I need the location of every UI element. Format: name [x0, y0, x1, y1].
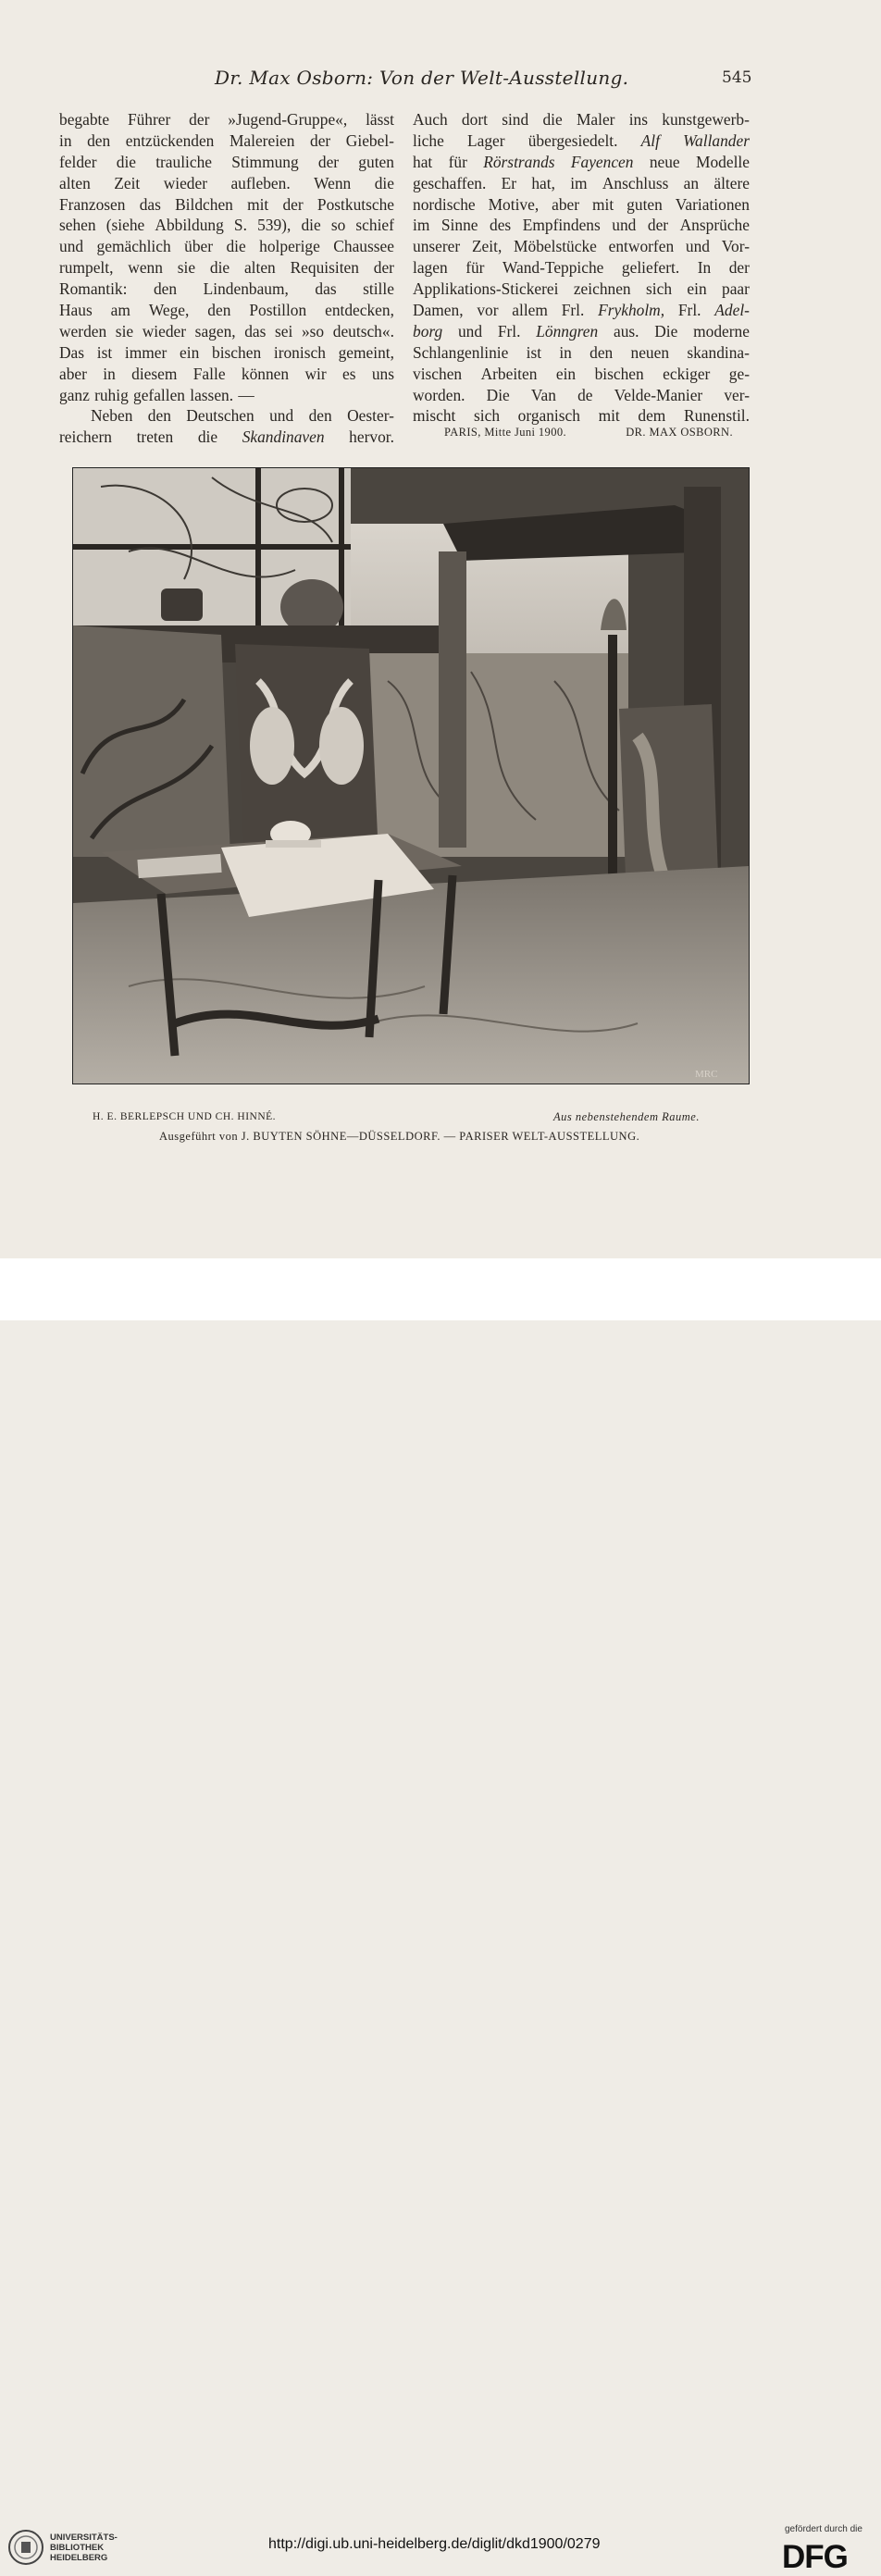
text-line	[413, 109, 750, 130]
word: paar	[722, 279, 750, 299]
word: alten	[59, 173, 91, 192]
word: Wallander	[683, 130, 750, 150]
text-line	[59, 194, 394, 216]
word: hat,	[531, 173, 555, 192]
word: Vor-	[721, 237, 750, 256]
word: die	[209, 258, 230, 278]
word: und	[59, 237, 84, 256]
text-line	[59, 279, 394, 300]
word: der	[647, 216, 669, 235]
word: felder	[59, 152, 97, 171]
word: holperige	[259, 237, 320, 256]
word: vor	[477, 301, 499, 320]
text-line	[413, 405, 750, 427]
text-line	[413, 173, 750, 194]
caption-room-note: Aus nebenstehendem Raume.	[553, 1110, 700, 1123]
word: der	[310, 130, 331, 150]
word: deutsch«.	[332, 321, 394, 341]
word: Wege,	[148, 301, 190, 320]
word: der	[728, 258, 750, 278]
word: das	[139, 194, 161, 214]
word: Variationen	[675, 194, 750, 214]
word: Lindenbaum,	[203, 279, 289, 299]
text-line	[413, 385, 750, 406]
text-line	[413, 257, 750, 279]
word: liche	[413, 130, 444, 150]
word: hat	[413, 152, 433, 171]
word: Franzosen	[59, 194, 126, 214]
photo-illustration	[73, 468, 749, 1084]
word: —	[238, 385, 254, 404]
word: wenn	[128, 258, 163, 278]
dateline	[444, 426, 733, 440]
word: Neben	[91, 406, 133, 426]
text-line	[59, 321, 394, 342]
word: den	[308, 406, 332, 426]
word: wieder	[142, 321, 187, 341]
word: Möbelstücke	[514, 237, 597, 256]
word: den	[589, 342, 614, 362]
word: hervor.	[349, 427, 394, 447]
word: ein	[555, 364, 577, 383]
left-text-column	[59, 109, 394, 448]
word: den	[207, 301, 231, 320]
word: und	[457, 321, 483, 341]
library-line-2: BIBLIOTHEK	[50, 2542, 105, 2553]
word: Lager	[466, 130, 505, 150]
word: lassen.	[190, 385, 234, 404]
word: die	[374, 173, 394, 192]
word: des	[490, 216, 512, 235]
text-line	[413, 342, 750, 364]
word: geliefert.	[621, 258, 680, 278]
word: (siehe	[105, 216, 145, 235]
word: geschaffen.	[413, 173, 487, 192]
word: worden.	[413, 385, 465, 404]
word: begabte	[59, 110, 110, 129]
word: für	[448, 152, 467, 171]
word: alten	[243, 258, 276, 278]
word: Schlangenlinie	[413, 342, 509, 362]
dateline-author: DR. MAX OSBORN.	[626, 426, 733, 439]
word: neue	[649, 152, 680, 171]
word: Haus	[59, 301, 93, 320]
word: skandina-	[687, 342, 750, 362]
word: Oester-	[347, 406, 394, 426]
text-line	[413, 236, 750, 257]
word: der	[189, 110, 210, 129]
word: Abbildung	[155, 216, 224, 235]
word: die	[116, 152, 136, 171]
text-line	[413, 130, 750, 152]
word: Frl.	[497, 321, 521, 341]
permalink-url[interactable]: http://digi.ub.uni-heidelberg.de/diglit/dkd1900/0279	[268, 2536, 601, 2552]
dateline-place-date: PARIS, Mitte Juni 1900.	[444, 426, 567, 439]
word: entworfen	[608, 237, 675, 256]
word: allem	[512, 301, 548, 320]
word: in	[559, 342, 572, 362]
word: 539),	[257, 216, 292, 235]
text-line	[413, 194, 750, 216]
word: mit	[247, 194, 269, 214]
word: Führer	[127, 110, 171, 129]
text-line	[413, 152, 750, 173]
word: ruhig	[94, 385, 129, 404]
word: Lönngren	[536, 321, 599, 341]
library-line-1: UNIVERSITÄTS-	[50, 2532, 118, 2543]
word: Postillon	[249, 301, 307, 320]
word: Skandinaven	[242, 427, 325, 447]
word: de	[577, 385, 593, 404]
dfg-logo: DFG	[782, 2539, 848, 2575]
word: sehen	[59, 216, 96, 235]
word: zeichnen	[573, 279, 631, 299]
word: sie	[115, 321, 134, 341]
text-line	[59, 152, 394, 173]
word: reichern	[59, 427, 112, 447]
word: rumpelt,	[59, 258, 114, 278]
word: Er	[501, 173, 517, 192]
text-line	[413, 215, 750, 236]
word: ein	[687, 279, 707, 299]
word: Runenstil.	[683, 406, 750, 426]
word: Romantik:	[59, 279, 128, 299]
word: Frl.	[677, 301, 701, 320]
word: guten	[358, 152, 394, 171]
text-line	[413, 279, 750, 300]
word: die	[542, 110, 563, 129]
word: den	[87, 130, 111, 150]
word: S.	[233, 216, 247, 235]
word: Wand-Teppiche	[502, 258, 604, 278]
word: Die	[486, 385, 510, 404]
text-line	[59, 109, 394, 130]
word: sich	[646, 279, 673, 299]
text-line	[59, 300, 394, 321]
text-line	[413, 364, 750, 385]
text-line	[59, 364, 394, 385]
word: gemächlich	[96, 237, 171, 256]
word: mit	[592, 194, 614, 214]
word: sind	[502, 110, 529, 129]
word: unserer	[413, 237, 461, 256]
word: Zeit	[114, 173, 141, 192]
word: der	[282, 194, 304, 214]
word: so	[330, 216, 346, 235]
word: mischt	[413, 406, 456, 426]
word: immer	[124, 342, 168, 362]
word: die	[301, 216, 321, 235]
word: Empfindens	[522, 216, 601, 235]
word: ist	[526, 342, 542, 362]
word: Modelle	[696, 152, 750, 171]
word: Stimmung	[231, 152, 299, 171]
word: treten	[136, 427, 174, 447]
word: Maler	[576, 110, 615, 129]
word: aus.	[613, 321, 639, 341]
word: am	[110, 301, 130, 320]
word: ist	[96, 342, 113, 362]
word: nordische	[413, 194, 476, 214]
word: ver-	[724, 385, 750, 404]
word: aufleben.	[230, 173, 291, 192]
word: sei	[275, 321, 293, 341]
word: übergesiedelt.	[527, 130, 618, 150]
word: Rörstrands	[483, 152, 555, 171]
word: für	[465, 258, 485, 278]
running-head: Dr. Max Osborn: Von der Welt-Ausstellung.	[215, 67, 629, 89]
word: Frl.	[561, 301, 585, 320]
word: und	[612, 216, 637, 235]
word: sich	[474, 406, 501, 426]
word: ältere	[713, 173, 750, 192]
word: gemeint,	[338, 342, 394, 362]
word: organisch	[517, 406, 580, 426]
word: Frykholm,	[598, 301, 665, 320]
word: im	[570, 173, 588, 192]
word: über	[184, 237, 214, 256]
word: entzückenden	[125, 130, 215, 150]
word: Requisiten	[290, 258, 359, 278]
word: das	[244, 321, 267, 341]
word: ge-	[728, 364, 750, 383]
word: dem	[638, 406, 666, 426]
word: lässt	[366, 110, 394, 129]
library-seal-icon	[7, 2529, 44, 2566]
word: Giebel-	[345, 130, 394, 150]
word: im	[413, 216, 430, 235]
word: ironisch	[273, 342, 326, 362]
text-line	[59, 257, 394, 279]
word: in	[103, 364, 116, 383]
word: »so	[301, 321, 325, 341]
digitization-footer	[0, 1258, 881, 2575]
word: trauliche	[155, 152, 213, 171]
word: die	[197, 427, 218, 447]
photo-monogram: MRC	[695, 1069, 718, 1080]
word: an	[683, 173, 700, 192]
word: Anschluss	[602, 173, 669, 192]
text-line	[59, 130, 394, 152]
text-line	[59, 385, 394, 406]
word: Ansprüche	[679, 216, 750, 235]
word: und	[685, 237, 710, 256]
word: es	[341, 364, 356, 383]
word: entdecken,	[325, 301, 394, 320]
word: Motive,	[488, 194, 540, 214]
interior-photograph	[72, 467, 750, 1084]
word: neuen	[630, 342, 670, 362]
word: und	[269, 406, 294, 426]
word: der	[317, 152, 340, 171]
word: aber	[552, 194, 580, 214]
word: Auch	[413, 110, 448, 129]
page-number: 545	[722, 68, 752, 87]
word: der	[373, 258, 394, 278]
word: Arbeiten	[480, 364, 538, 383]
word: vischen	[413, 364, 463, 383]
word: die	[226, 237, 246, 256]
word: sagen,	[194, 321, 236, 341]
word: In	[697, 258, 712, 278]
word: Adel-	[714, 301, 750, 320]
word: Postkutsche	[316, 194, 394, 214]
word: diesem	[131, 364, 178, 383]
funding-label: gefördert durch die	[785, 2524, 862, 2534]
word: den	[153, 279, 178, 299]
word: mit	[598, 406, 620, 426]
word: kunstgewerb-	[662, 110, 750, 129]
word: uns	[371, 364, 394, 383]
word: Sinne	[440, 216, 478, 235]
word: Die	[654, 321, 678, 341]
library-line-3: HEIDELBERG	[50, 2552, 108, 2563]
text-line	[59, 342, 394, 364]
university-library-logo	[7, 2529, 118, 2566]
word: Falle	[192, 364, 226, 383]
word: dort	[461, 110, 488, 129]
word: wieder	[163, 173, 208, 192]
word: wir	[304, 364, 327, 383]
word: Chaussee	[333, 237, 394, 256]
word: aber	[59, 364, 87, 383]
word: lagen	[413, 258, 448, 278]
word: eckiger	[663, 364, 711, 383]
text-line	[59, 405, 394, 427]
word: Das	[59, 342, 85, 362]
word: Zeit,	[471, 237, 503, 256]
word: Alf	[640, 130, 660, 150]
caption-executed-by: Ausgeführt von J. BUYTEN SÖHNE—DÜSSELDORF. — PARISER WELT-AUSSTELLUNG.	[159, 1130, 640, 1143]
right-text-column	[413, 109, 750, 427]
word: borg	[413, 321, 443, 341]
word: bischen	[594, 364, 644, 383]
word: moderne	[693, 321, 750, 341]
word: Bildchen	[175, 194, 233, 214]
text-line	[413, 300, 750, 321]
text-line	[59, 173, 394, 194]
word: ein	[180, 342, 200, 362]
word: guten	[627, 194, 663, 214]
word: Velde-Manier	[614, 385, 703, 404]
caption-artists: H. E. BERLEPSCH UND CH. HINNÉ.	[93, 1111, 277, 1122]
word: schief	[355, 216, 394, 235]
word: ins	[628, 110, 649, 129]
word: Wenn	[314, 173, 352, 192]
word: »Jugend-Gruppe«,	[228, 110, 348, 129]
word: Fayencen	[570, 152, 634, 171]
word: Malereien	[229, 130, 295, 150]
word: bischen	[212, 342, 262, 362]
text-line	[59, 427, 394, 448]
word: den	[147, 406, 171, 426]
word: werden	[59, 321, 107, 341]
word: gefallen	[133, 385, 186, 404]
word: können	[241, 364, 290, 383]
word: in	[59, 130, 72, 150]
word: stille	[363, 279, 394, 299]
text-line	[413, 321, 750, 342]
word: Applikations-Stickerei	[413, 279, 559, 299]
word: Van	[530, 385, 556, 404]
text-line	[59, 236, 394, 257]
word: sie	[177, 258, 196, 278]
word: ganz	[59, 385, 90, 404]
word: Deutschen	[186, 406, 254, 426]
text-line	[59, 215, 394, 236]
book-page	[0, 0, 881, 1258]
word: Damen,	[413, 301, 464, 320]
word: das	[315, 279, 337, 299]
